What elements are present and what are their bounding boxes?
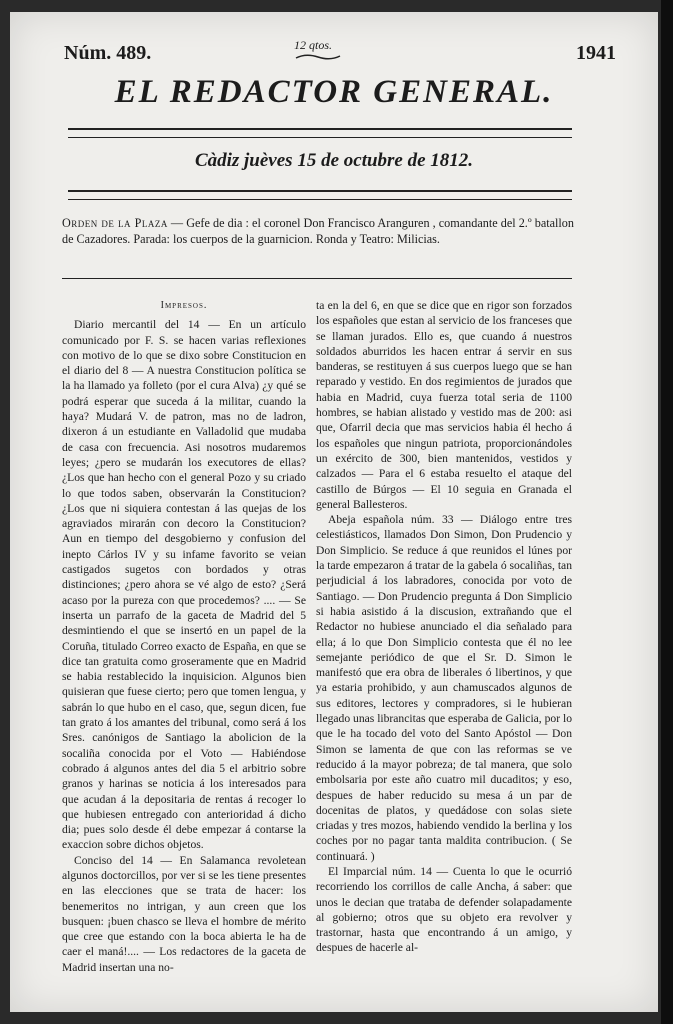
masthead-top <box>10 38 658 72</box>
paragraph: Abeja española núm. 33 — Diálogo entre tres celestiásticos, llamados Don Simon, Don Prudencio y Don Simplicio. Se reduce á que reunidos el lúnes por la tarde empezaron á tratar de la gabela ó socaliñas, tan perjudicial á los labradores, conocida por voto de Santiago. — Don Prudencio pregunta á Don Simplicio si habia asistido á la discusion, extrañando que el Redactor no hubiese anunciado el dia señalado para ella; á lo que Don Simplicio contesta que él no lee semejante periódico de que el Sr. D. Simon le manifestó que era obra de liberales ó libertinos, y que ya estaria prohibido, y aun chamuscados algunos de sus editores, lectores y compradores, si le hubieran llegado unas librancitas que esperaba de Galicia, por lo que le ha tocado del voto del Santo Apóstol — Don Simon se lamenta de que con las reformas se ve reducido á la mayor pobreza; de tal manera, que solo embolsaria por este año cuatro mil ducaditos; y eso, despues de haber reducido su mesa á un par de docenitas de platos, y quedádose con solas siete criadas y tres mozos, habiendo vendido la berlina y los coches por no pagar tanta maldita contribucion. ( Se continuará. ) <box>316 513 572 863</box>
newspaper-page <box>10 12 658 1012</box>
scan-edge <box>661 0 673 1024</box>
title-divider <box>68 128 572 138</box>
left-column <box>62 298 306 975</box>
bleed-through-ghost <box>70 890 590 906</box>
dateline: Càdiz juèves 15 de octubre de 1812. <box>194 150 474 171</box>
orden-text: — Gefe de dia : el coronel Don Francisco Aranguren , comandante del 2.º batallon de Cazadores. Parada: los cuerpos de la guarnicion. Ronda y Teatro: Milicias. <box>62 216 574 246</box>
paragraph: El Imparcial núm. 14 — Cuenta lo que le ocurrió recorriendo los corrillos de calle Ancha, á saber: que unos le decian que trataba de defender solapadamente al gobierno; otros que su objeto era revolver y trastornar, hasta que encontrando á un amigo, y despues de hacerle al- <box>316 864 572 955</box>
issue-number: Núm. 489. <box>64 42 152 64</box>
paragraph: Diario mercantil del 14 — En un artículo comunicado por F. S. se hacen varias reflexiones con motivo de lo que se dixo sobre Constitucion en el diario del 8 — A nuestra Constitucion política se la ha llamado ya folleto (por el cura Alva) ¿y qué se podrá esperar que suceda á la militar, cuando la haya? Mudará V. de patron, mas no de ladron, dixeron á un estudiante en Valladolid que mudaba de casa con frecuencia. Asi nosotros mudaremos leyes; ¿pero se mudarán los executores de ellas? ¿Los que han hecho con el general Pozo y su criado lo que todos saben, observarán la Constitucion? ¿Los que ni siquiera contestan á las quejas de los agraviados mirarán con decoro la Constitucion? Aun en tiempo del desgobierno y confusion del inepto Cárlos IV y su infame favorito se veian castigados sugetos con bordados y otras distinciones; ¿pero ahora se vé algo de esto? ¿Será acaso por la pureza con que procedemos? .... — Se inserta un parrafo de la gaceta de Madrid del 5 desmintiendo el que se insertó en un papel de la Coruña, titulado Correo exacto de España, en que se dice tan gratuita como groseramente que en Madrid se habia restablecido la inquisicion. Algunos bien quisieran que fuese cierto; pero que tomen lengua, y sabrán lo que hubo en el caso, que, segun dicen, fue tan grato á los amantes del tribunal, como será á los Sres. canónigos de Santiago la abolicion de la socaliña conocida por el Voto — Habiéndose cobrado á algunos antes del dia 5 el arbitrio sobre granos y harinas se noticia á los interesados para que acudan á la depositaria de rentas á recoger lo que hubiesen entregado con anterioridad á dicho dia; pues solo desde él debe empezar á contarse la exaccion sobre dichos objetos. <box>62 318 306 852</box>
paragraph: ta en la del 6, en que se dice que en rigor son forzados los españoles que estan al servicio de los franceses que se llaman jurados. Ello es, que cuando á nuestros soldados aburridos les hacen entrar á servir en sus banderas, se restituyen á sus cuerpos luego que se han reparado y vestido. En dos regimientos de jurados que habia en Madrid, cuya fuerza total seria de 1100 hombres, se habian alistado y vestido mas de 200: asi que, Ofarril decia que mas servicios habia él hecho á los españoles que ningun patriota, proporcionándoles un exército de 300, bien mantenidos, vestidos y calzados — Para el 6 estaba resuelto el ataque del castillo de Búrgos — El 10 seguia en Granada el general Ballesteros. <box>316 299 572 511</box>
section-divider <box>62 278 572 279</box>
ornament-swash-icon <box>294 53 342 61</box>
paragraph: Conciso del 14 — En Salamanca revoletean algunos doctorcillos, por ver si se les tiene presentes en las elecciones que se trata de hacer: los benemeritos no intrigan, y aun creen que los busquen: ¡buen chasco se lleva el hombre de mérito que cree que estando con la boca abierta le ha de caer el maná!.... — Los redactores de la gaceta de Madrid insertan una no- <box>62 853 306 974</box>
orden-de-la-plaza <box>62 215 574 247</box>
right-column <box>316 298 572 956</box>
page-number: 1941 <box>576 42 616 64</box>
date-divider <box>68 190 572 200</box>
newspaper-title: EL REDACTOR GENERAL. <box>114 74 554 110</box>
price: 12 qtos. <box>294 38 333 52</box>
section-heading: Impresos. <box>160 300 208 311</box>
orden-label: Orden de la Plaza <box>62 216 168 230</box>
